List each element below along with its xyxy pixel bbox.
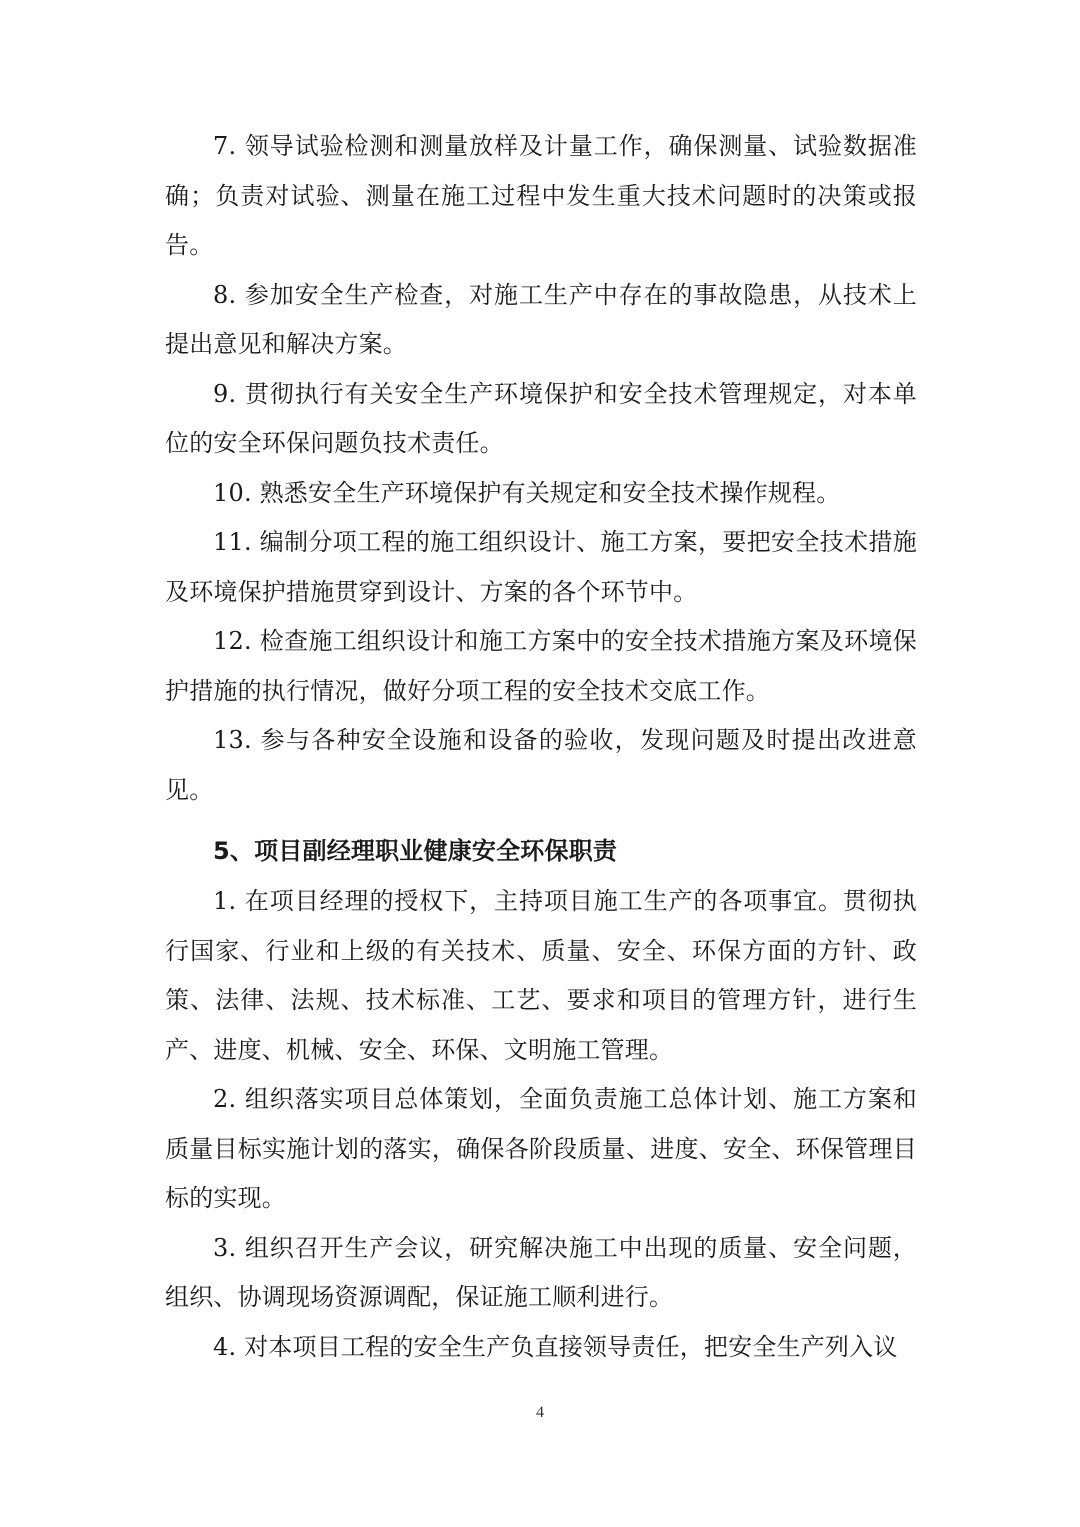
paragraph-item-11: 11. 编制分项工程的施工组织设计、施工方案，要把安全技术措施及环境保护措施贯穿到设计、方案的各个环节中。 bbox=[165, 528, 917, 606]
page-number: 4 bbox=[536, 1404, 544, 1421]
paragraph-item-10: 10. 熟悉安全生产环境保护有关规定和安全技术操作规程。 bbox=[213, 478, 841, 507]
section-paragraph-1: 1. 在项目经理的授权下，主持项目施工生产的各项事宜。贯彻执行国家、行业和上级的有关技术、质量、安全、环保方面的方针、政策、法律、法规、技术标准、工艺、要求和项目的管理方针，进行生产、进度、机械、安全、环保、文明施工管理。 bbox=[165, 887, 917, 1064]
paragraph-item-13: 13. 参与各种安全设施和设备的验收，发现问题及时提出改进意见。 bbox=[165, 726, 917, 804]
section-paragraph-4: 4. 对本项目工程的安全生产负直接领导责任，把安全生产列入议 bbox=[213, 1332, 898, 1361]
paragraph-item-7: 7. 领导试验检测和测量放样及计量工作，确保测量、试验数据准确；负责对试验、测量在施工过程中发生重大技术问题时的决策或报告。 bbox=[165, 132, 917, 259]
paragraph-item-9: 9. 贯彻执行有关安全生产环境保护和安全技术管理规定，对本单位的安全环保问题负技术责任。 bbox=[165, 379, 917, 457]
section-paragraph-3: 3. 组织召开生产会议，研究解决施工中出现的质量、安全问题，组织、协调现场资源调配，保证施工顺利进行。 bbox=[165, 1233, 917, 1311]
paragraph-item-12: 12. 检查施工组织设计和施工方案中的安全技术措施方案及环境保护措施的执行情况，做好分项工程的安全技术交底工作。 bbox=[165, 627, 917, 705]
section-heading: 5、项目副经理职业健康安全环保职责 bbox=[213, 837, 618, 865]
document-body bbox=[165, 122, 917, 1372]
paragraph-item-8: 8. 参加安全生产检查，对施工生产中存在的事故隐患，从技术上提出意见和解决方案。 bbox=[165, 280, 917, 358]
section-paragraph-2: 2. 组织落实项目总体策划，全面负责施工总体计划、施工方案和质量目标实施计划的落实，确保各阶段质量、进度、安全、环保管理目标的实现。 bbox=[165, 1085, 917, 1212]
